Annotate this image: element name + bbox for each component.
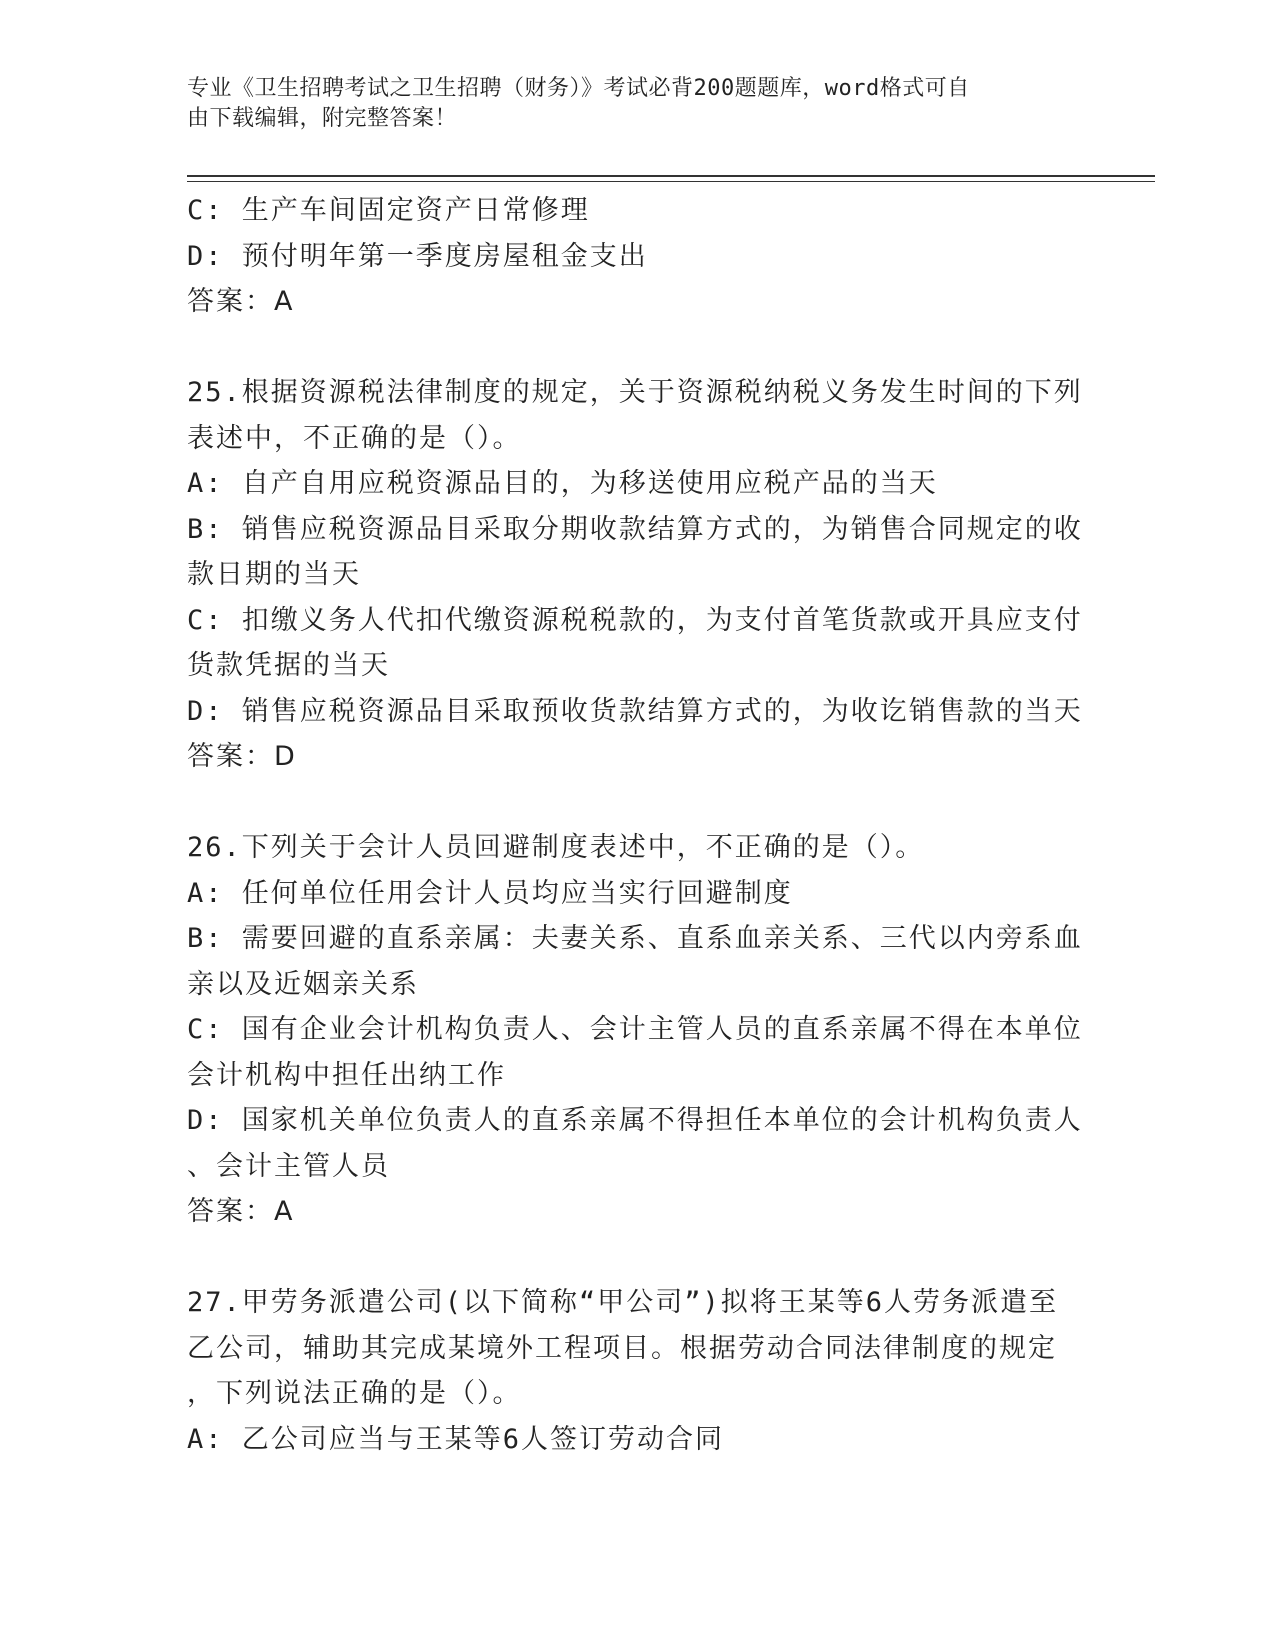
option-c: 会计机构中担任出纳工作 (187, 1059, 506, 1091)
question-stem: 表述中，不正确的是（）。 (187, 422, 522, 454)
option-d: D: 国家机关单位负责人的直系亲属不得担任本单位的会计机构负责人 (187, 1105, 1083, 1136)
option-a: A: 任何单位任用会计人员均应当实行回避制度 (187, 877, 793, 909)
header-line-2: 由下载编辑，附完整答案！ (187, 106, 458, 131)
question-25 (187, 370, 1087, 780)
header-line-1: 专业《卫生招聘考试之卫生招聘（财务）》考试必背200题题库，word格式可自 (187, 76, 970, 101)
option-a: A: 自产自用应税资源品目的，为移送使用应税产品的当天 (187, 468, 938, 499)
option-b: 亲以及近姻亲关系 (187, 968, 419, 1000)
spacer (187, 780, 1087, 826)
answer-line: 答案：D (187, 741, 297, 772)
answer-line: 答案：A (187, 1196, 295, 1227)
option-d: D: 销售应税资源品目采取预收货款结算方式的，为收讫销售款的当天 (187, 695, 1083, 727)
spacer (187, 325, 1087, 371)
option-b: 款日期的当天 (187, 559, 361, 590)
option-b: B: 销售应税资源品目采取分期收款结算方式的，为销售合同规定的收 (187, 513, 1083, 545)
spacer (187, 1235, 1087, 1281)
option-c: C: 国有企业会计机构负责人、会计主管人员的直系亲属不得在本单位 (187, 1014, 1083, 1045)
question-24-continued (187, 188, 1087, 325)
header-rule-thick (187, 175, 1155, 177)
option-c: C: 生产车间固定资产日常修理 (187, 195, 590, 226)
question-stem: 乙公司，辅助其完成某境外工程项目。根据劳动合同法律制度的规定 (187, 1332, 1057, 1364)
header-rule-thin (187, 181, 1155, 182)
question-stem: 25.根据资源税法律制度的规定，关于资源税纳税义务发生时间的下列 (187, 377, 1083, 408)
question-26 (187, 825, 1087, 1235)
document-header (187, 74, 1067, 134)
question-stem: 27.甲劳务派遣公司(以下简称“甲公司”)拟将王某等6人劳务派遣至 (187, 1287, 1059, 1318)
question-stem: ，下列说法正确的是（）。 (187, 1378, 522, 1409)
option-c: C: 扣缴义务人代扣代缴资源税税款的，为支付首笔货款或开具应支付 (187, 604, 1083, 636)
option-b: B: 需要回避的直系亲属：夫妻关系、直系血亲关系、三代以内旁系血 (187, 923, 1083, 954)
option-d: D: 预付明年第一季度房屋租金支出 (187, 240, 648, 272)
option-d: 、会计主管人员 (187, 1150, 390, 1182)
option-c: 货款凭据的当天 (187, 650, 390, 681)
question-content (187, 188, 1087, 1462)
answer-line: 答案：A (187, 286, 295, 317)
option-a: A: 乙公司应当与王某等6人签订劳动合同 (187, 1423, 725, 1455)
question-27 (187, 1280, 1087, 1462)
question-stem: 26.下列关于会计人员回避制度表述中，不正确的是（）。 (187, 832, 925, 863)
